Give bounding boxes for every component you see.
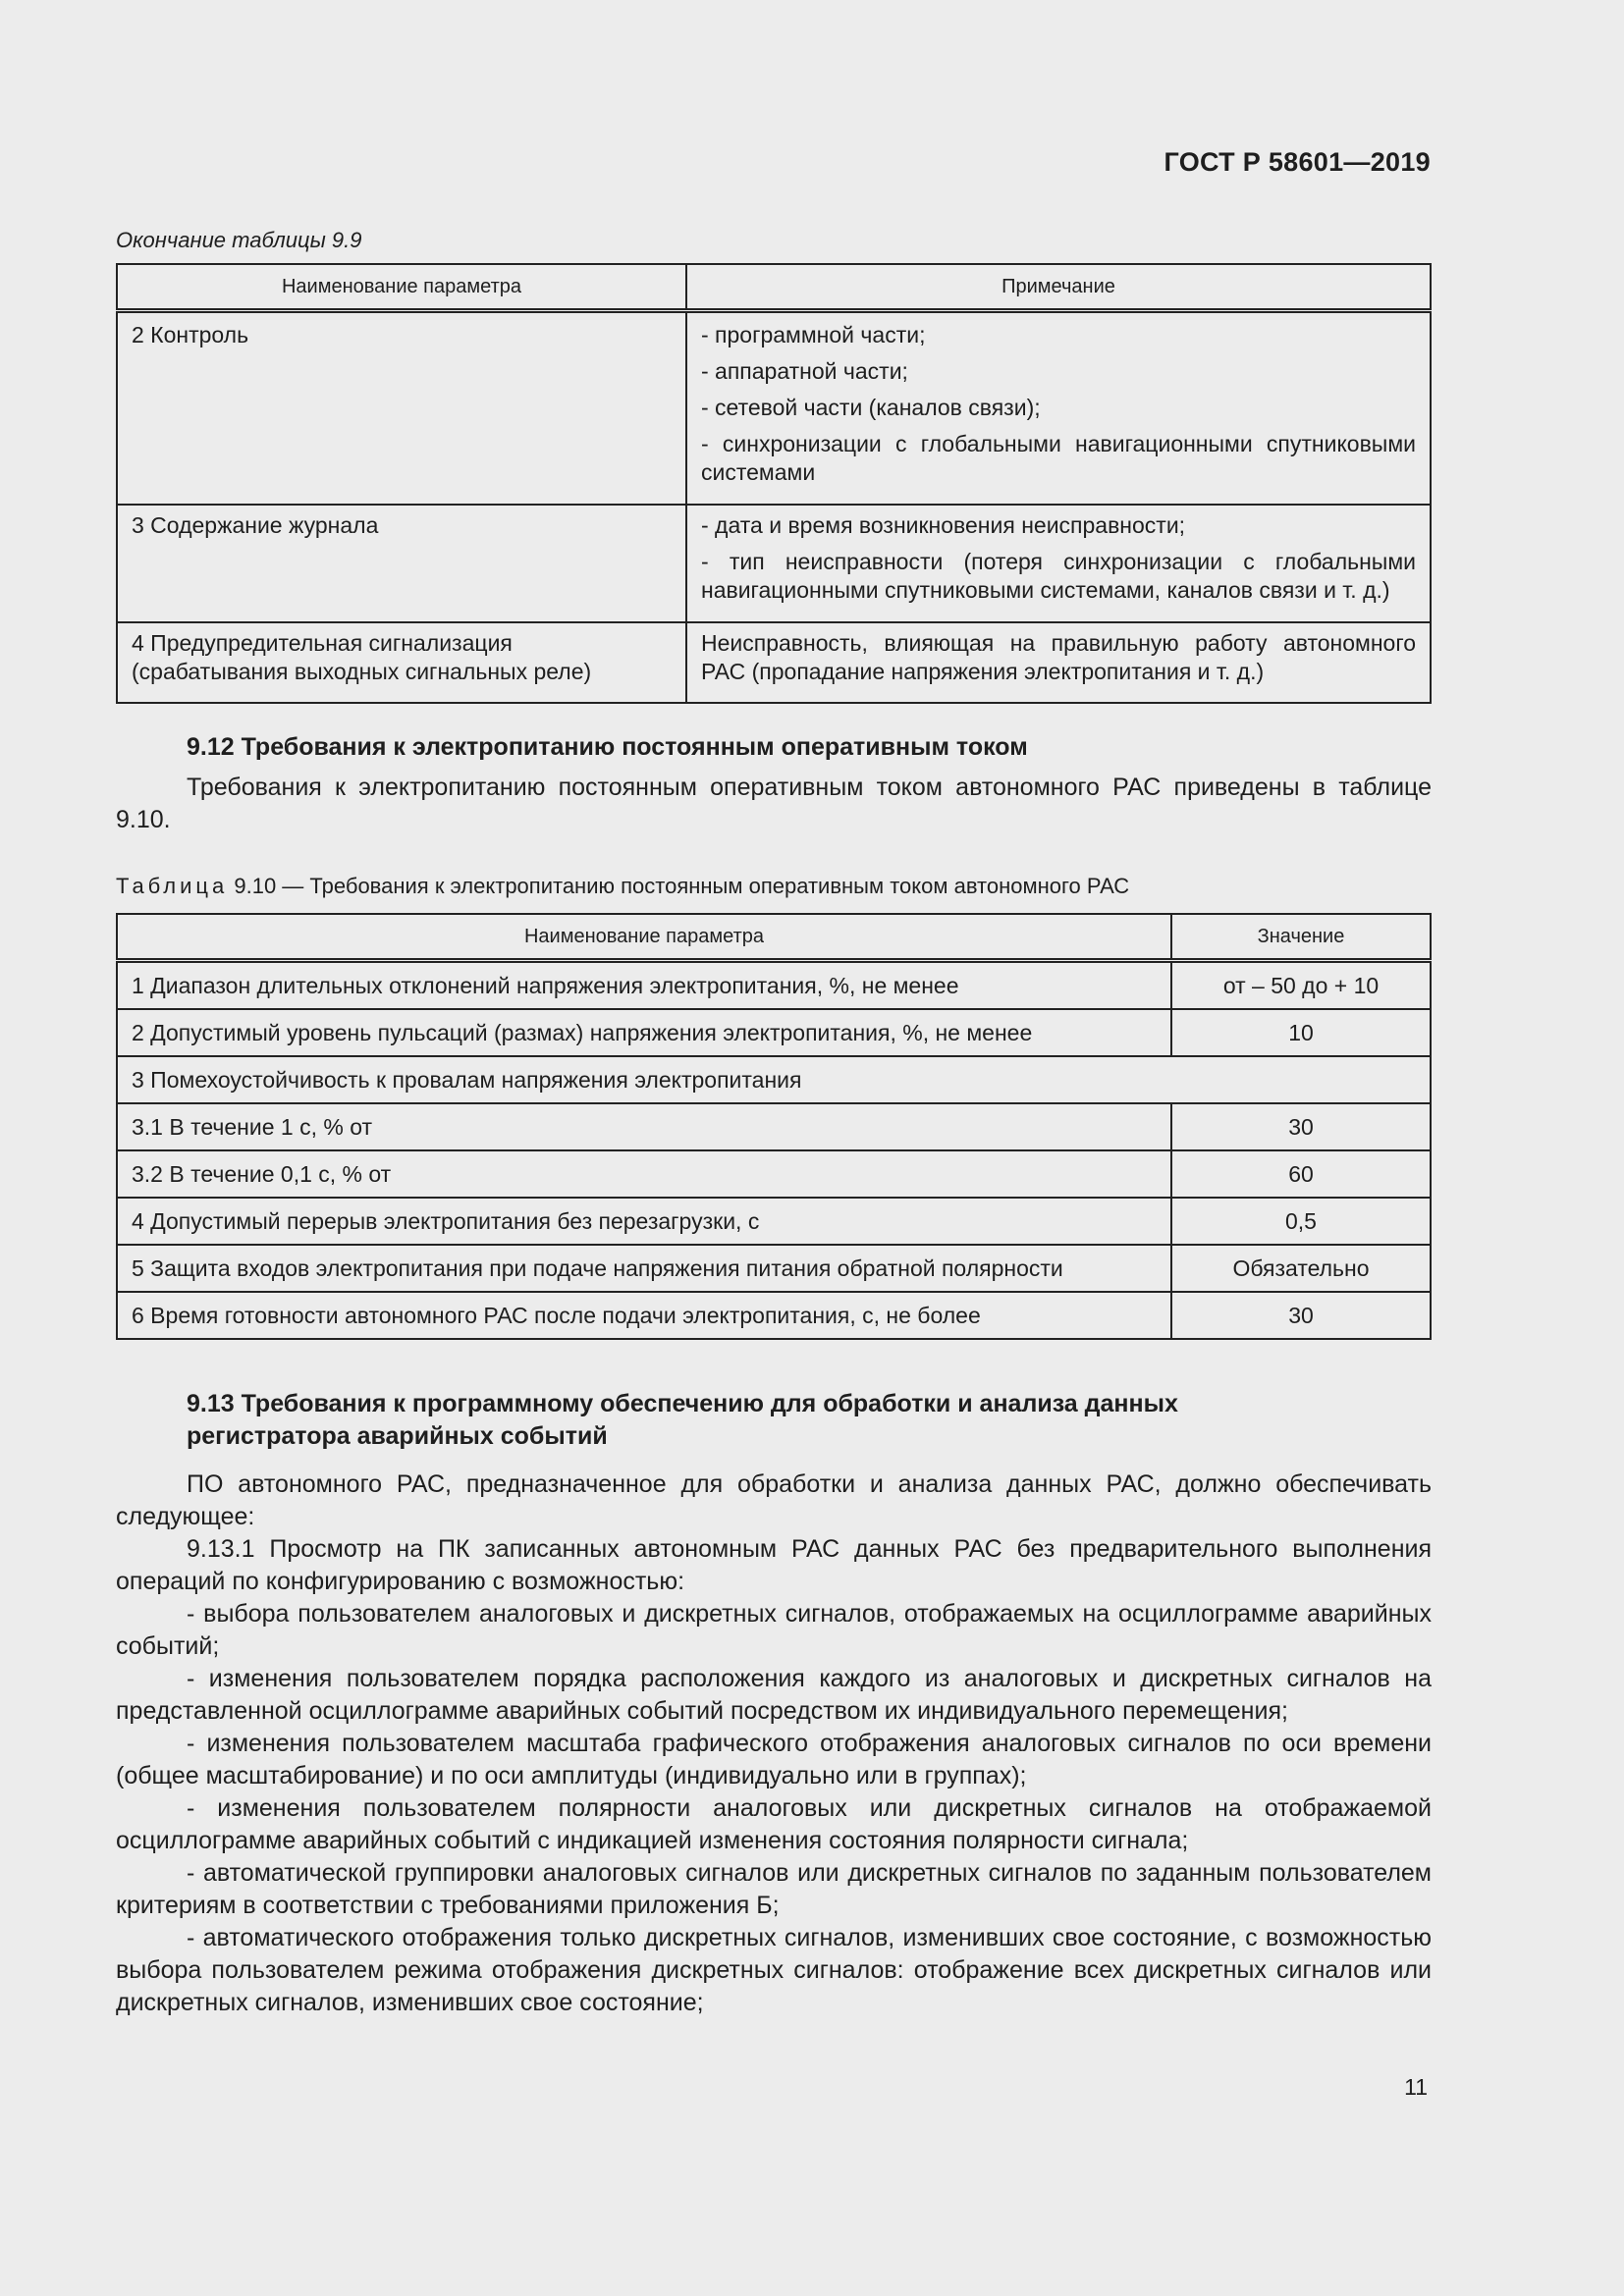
table-row [117, 1292, 1431, 1339]
list-item: - автоматической группировки аналоговых сигналов или дискретных сигналов по заданным пользователем критериям в соответствии с требованиями приложения Б; [116, 1859, 1432, 1919]
note-line: - синхронизации с глобальными навигационными спутниковыми системами [701, 431, 1416, 485]
note-line: - аппаратной части; [701, 358, 908, 384]
table-row [117, 1150, 1431, 1198]
table-row [117, 1103, 1431, 1150]
paragraph: 9.13.1 Просмотр на ПК записанных автономным РАС данных РАС без предварительного выполнения операций по конфигурированию с возможностью: [116, 1535, 1432, 1595]
table-row [117, 505, 1431, 622]
note-line: - тип неисправности (потеря синхронизации с глобальными навигационными спутниковыми системами, каналов связи и т. д.) [701, 549, 1416, 603]
table-row [117, 622, 1431, 703]
table-cell-param: 2 Контроль [117, 311, 686, 506]
table-9-10-title [116, 874, 1129, 899]
table-cell-value: 30 [1171, 1292, 1431, 1339]
table-9-9-header-notes: Примечание [686, 264, 1431, 311]
table-cell-value: Обязательно [1171, 1245, 1431, 1292]
table-row [117, 961, 1431, 1010]
table-row [117, 1009, 1431, 1056]
table-cell-param: 3.2 В течение 0,1 с, % от [117, 1150, 1171, 1198]
table-9-10-header-param: Наименование параметра [117, 914, 1171, 961]
table-cell-param: 4 Предупредительная сигнализация (срабатывания выходных сигнальных реле) [117, 622, 686, 703]
list-item: - изменения пользователем масштаба графического отображения аналоговых сигналов по оси времени (общее масштабирование) и по оси амплитуды (индивидуально или в группах); [116, 1730, 1432, 1789]
list-item: - автоматического отображения только дискретных сигналов, изменивших свое состояние, с возможностью выбора пользователем режима отображения дискретных сигналов: отображение всех дискретных сигналов или дискретных сигналов, изменивших свое состояние; [116, 1924, 1432, 2016]
list-item: - выбора пользователем аналоговых и дискретных сигналов, отображаемых на осциллограмме аварийных событий; [116, 1600, 1432, 1660]
table-cell-value: 0,5 [1171, 1198, 1431, 1245]
page-number: 11 [1404, 2074, 1428, 2100]
table-cell-value: 30 [1171, 1103, 1431, 1150]
table-cell-param: 4 Допустимый перерыв электропитания без перезагрузки, с [117, 1198, 1171, 1245]
table-cell-notes [686, 505, 1431, 622]
section-9-13-body [116, 1468, 1432, 2019]
table-row [117, 1245, 1431, 1292]
section-9-12-heading: 9.12 Требования к электропитанию постоянным оперативным током [187, 733, 1028, 761]
note-line: - программной части; [701, 322, 926, 347]
table-cell-notes [686, 311, 1431, 506]
section-9-13-heading-line1: 9.13 Требования к программному обеспечению для обработки и анализа данных [187, 1390, 1178, 1417]
table-cell-value: 10 [1171, 1009, 1431, 1056]
section-9-13-heading-line2: регистратора аварийных событий [187, 1422, 608, 1450]
table-9-9-header-param: Наименование параметра [117, 264, 686, 311]
table-cell-param: 5 Защита входов электропитания при подаче напряжения питания обратной полярности [117, 1245, 1171, 1292]
table-row [117, 311, 1431, 506]
list-item: - изменения пользователем полярности аналоговых или дискретных сигналов на отображаемой осциллограмме аварийных событий с индикацией изменения состояния полярности сигнала; [116, 1794, 1432, 1854]
document-code: ГОСТ Р 58601—2019 [1164, 147, 1431, 177]
table-cell-value: 60 [1171, 1150, 1431, 1198]
table-cell-param: 3 Помехоустойчивость к провалам напряжения электропитания [117, 1056, 1431, 1103]
section-9-13-heading [187, 1388, 1178, 1453]
table-row [117, 1056, 1431, 1103]
table-cell-param: 3.1 В течение 1 с, % от [117, 1103, 1171, 1150]
table-9-10-title-prefix: Таблица [116, 874, 229, 898]
section-9-12-text: Требования к электропитанию постоянным оперативным током автономного РАС приведены в таблице 9.10. [116, 774, 1432, 833]
list-item: - изменения пользователем порядка расположения каждого из аналоговых и дискретных сигналов на представленной осциллограмме аварийных событий посредством их индивидуального перемещения; [116, 1665, 1432, 1725]
table-cell-param: 6 Время готовности автономного РАС после подачи электропитания, с, не более [117, 1292, 1171, 1339]
table-9-10-header-value: Значение [1171, 914, 1431, 961]
paragraph: ПО автономного РАС, предназначенное для обработки и анализа данных РАС, должно обеспечивать следующее: [116, 1470, 1432, 1530]
table-cell-param: 3 Содержание журнала [117, 505, 686, 622]
table-9-10 [116, 913, 1432, 1340]
note-line: - сетевой части (каналов связи); [701, 395, 1041, 420]
table-9-10-title-rest: 9.10 — Требования к электропитанию постоянным оперативным током автономного РАС [228, 874, 1130, 898]
table-9-9-caption: Окончание таблицы 9.9 [116, 228, 362, 252]
note-line: - дата и время возникновения неисправности; [701, 512, 1186, 538]
table-cell-value: от – 50 до + 10 [1171, 961, 1431, 1010]
table-row [117, 1198, 1431, 1245]
table-9-9 [116, 263, 1432, 704]
table-cell-param: 2 Допустимый уровень пульсаций (размах) напряжения электропитания, %, не менее [117, 1009, 1171, 1056]
table-cell-param: 1 Диапазон длительных отклонений напряжения электропитания, %, не менее [117, 961, 1171, 1010]
table-cell-notes: Неисправность, влияющая на правильную работу автономного РАС (пропадание напряжения электропитания и т. д.) [686, 622, 1431, 703]
